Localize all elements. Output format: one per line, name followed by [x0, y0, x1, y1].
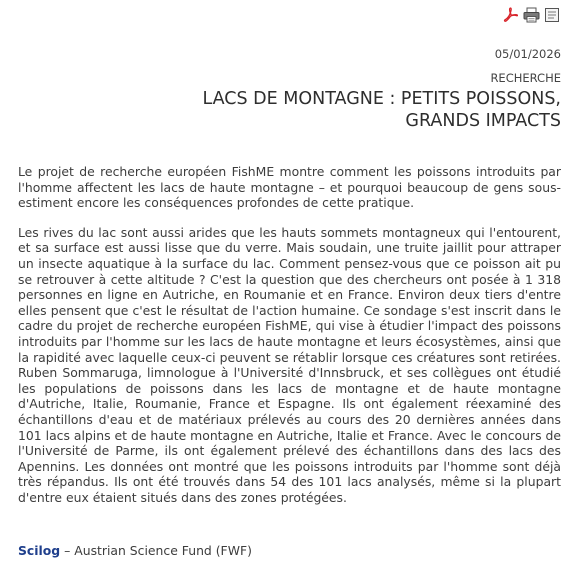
article-date: 05/01/2026 [494, 47, 561, 61]
source-org: Austrian Science Fund (FWF) [74, 543, 252, 558]
article-lead: Le projet de recherche européen FishME montre comment les poissons introduits par l'homme affectent les lacs de haute montagne – et pourquoi beaucoup de gens sous-estiment encore les conséquences profondes de cette pratique. [18, 164, 561, 211]
pdf-icon[interactable] [502, 6, 519, 23]
source-brand-link[interactable]: Scilog [18, 543, 61, 558]
article-content [18, 164, 561, 519]
article-source [18, 543, 252, 558]
toolbar [502, 6, 561, 23]
source-separator: – [60, 543, 75, 558]
article-category: RECHERCHE [490, 71, 561, 85]
article-body: Les rives du lac sont aussi arides que les hauts sommets montagneux qui l'entourent, et sa surface est aussi lisse que du verre. Mais soudain, une truite jaillit pour attraper un insecte aquatique à la surface du lac. Comment pensez-vous que ce poisson ait pu se retrouver à cette altitude ? C'est la question que des chercheurs ont posée à 1 318 personnes en ligne en Autriche, en Roumanie et en France. Environ deux tiers d'entre elles pensent que c'est le résultat de l'action humaine. Ce sondage s'est inscrit dans le cadre du projet de recherche européen FishME, qui vise à étudier l'impact des poissons introduits par l'homme sur les lacs de haute montagne et leurs écosystèmes, ainsi que la rapidité avec laquelle ceux-ci peuvent se rétablir lorsque ces créatures sont retirées. Ruben Sommaruga, limnologue à l'Université d'Innsbruck, et ses collègues ont étudié les populations de poissons dans les lacs de montagne et de haute montagne d'Autriche, Italie, Roumanie, France et Espagne. Ils ont également réexaminé des échantillons d'eau et de matériaux prélevés au cours des 20 dernières années dans 101 lacs alpins et de haute montagne en Autriche, Italie et France. Avec le concours de l'Université de Parme, ils ont également prélevé des échantillons dans des lacs des Apennins. Les données ont montré que les poissons introduits par l'homme sont déjà très répandus. Ils ont été trouvés dans 54 des 101 lacs analysés, même si la plupart d'entre eux étaient situés dans des zones protégées. [18, 224, 561, 505]
email-icon[interactable] [544, 6, 561, 23]
article-title: LACS DE MONTAGNE : PETITS POISSONS, GRANDS IMPACTS [202, 89, 561, 131]
print-icon[interactable] [523, 6, 540, 23]
